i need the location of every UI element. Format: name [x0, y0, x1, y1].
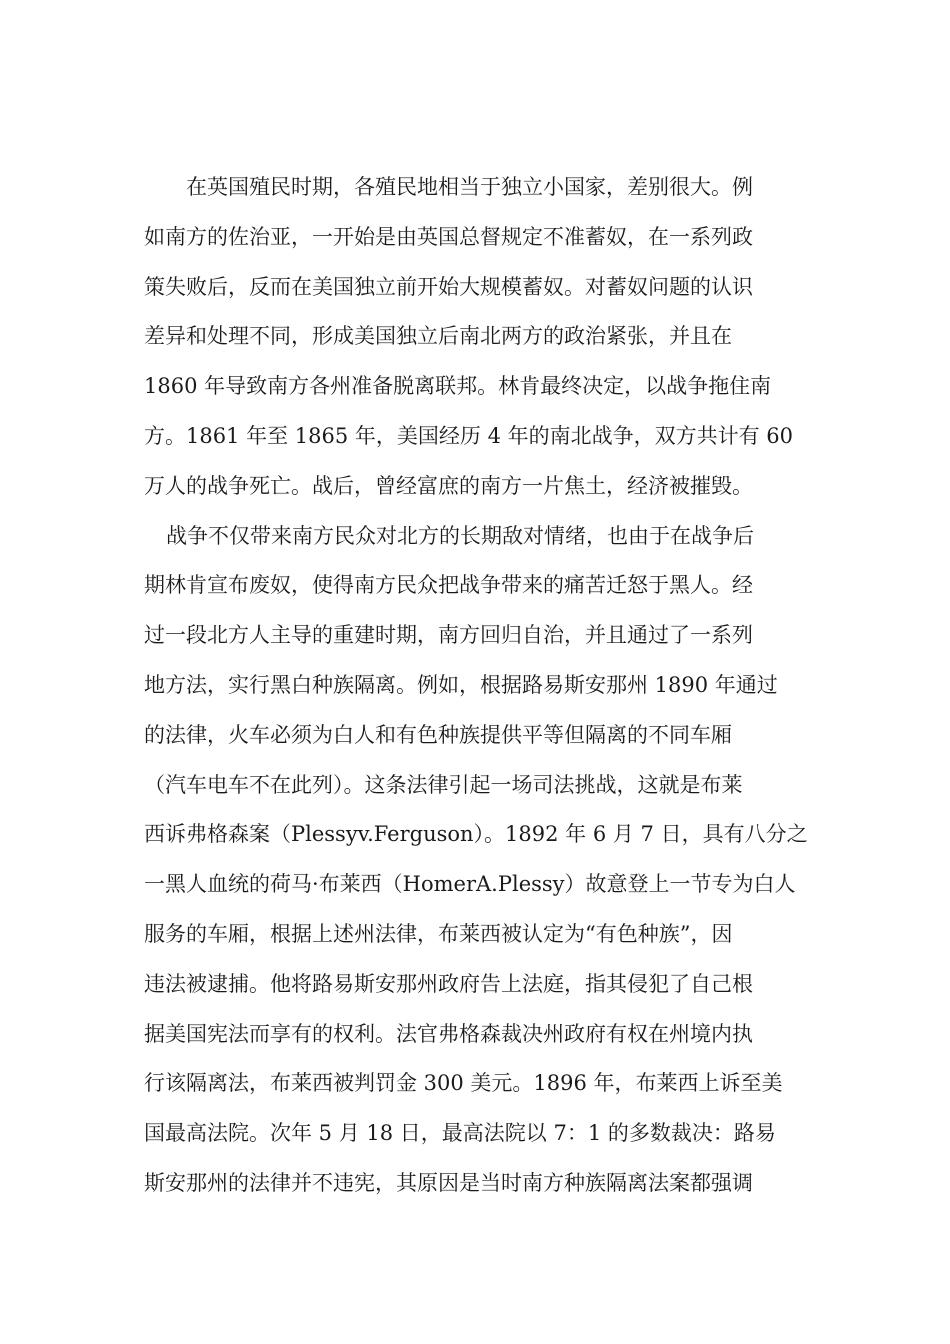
text-line: 行该隔离法，布莱西被判罚金 300 美元。1896 年，布莱西上诉至美 — [144, 1071, 783, 1096]
text-line: 过一段北方人主导的重建时期，南方回归自治，并且通过了一系列 — [144, 623, 753, 648]
text-line: 差异和处理不同，形成美国独立后南北两方的政治紧张，并且在 — [144, 324, 732, 349]
text-line: 策失败后，反而在美国独立前开始大规模蓄奴。对蓄奴问题的认识 — [144, 274, 753, 299]
text-line: 据美国宪法而享有的权利。法官弗格森裁决州政府有权在州境内执 — [144, 1021, 753, 1046]
document-body — [144, 163, 824, 1209]
paragraph-1 — [144, 163, 824, 512]
text-line: 方。1861 年至 1865 年，美国经历 4 年的南北战争，双方共计有 60 — [144, 423, 794, 448]
text-line: 如南方的佐治亚，一开始是由英国总督规定不准蓄奴，在一系列政 — [144, 224, 753, 249]
text-line: 1860 年导致南方各州准备脱离联邦。林肯最终决定，以战争拖住南 — [144, 374, 772, 399]
text-line: 斯安那州的法律并不违宪，其原因是当时南方种族隔离法案都强调 — [144, 1170, 753, 1195]
text-line: 国最高法院。次年 5 月 18 日，最高法院以 7：1 的多数裁决：路易 — [144, 1121, 776, 1146]
paragraph-2 — [144, 512, 824, 1209]
text-line: 期林肯宣布废奴，使得南方民众把战争带来的痛苦迁怒于黑人。经 — [144, 573, 753, 598]
text-line: 西诉弗格森案（Plessyv.Ferguson）。1892 年 6 月 7 日，具有八分之 — [144, 822, 808, 847]
text-line: 的法律，火车必须为白人和有色种族提供平等但隔离的不同车厢 — [144, 722, 732, 747]
text-line: 战争不仅带来南方民众对北方的长期敌对情绪，也由于在战争后 — [166, 523, 754, 548]
text-line: 万人的战争死亡。战后，曾经富庶的南方一片焦土，经济被摧毁。 — [144, 473, 753, 498]
text-line: 在英国殖民时期，各殖民地相当于独立小国家，差别很大。例 — [186, 175, 753, 199]
text-line: 地方法，实行黑白种族隔离。例如，根据路易斯安那州 1890 年通过 — [144, 672, 778, 697]
text-line: 一黑人血统的荷马·布莱西（HomerA.Plessy）故意登上一节专为白人 — [144, 872, 796, 897]
text-line: （汽车电车不在此列）。这条法律引起一场司法挑战，这就是布莱 — [144, 772, 743, 797]
text-line: 服务的车厢，根据上述州法律，布莱西被认定为“有色种族”，因 — [144, 921, 733, 946]
text-line: 违法被逮捕。他将路易斯安那州政府告上法庭，指其侵犯了自己根 — [144, 971, 753, 996]
